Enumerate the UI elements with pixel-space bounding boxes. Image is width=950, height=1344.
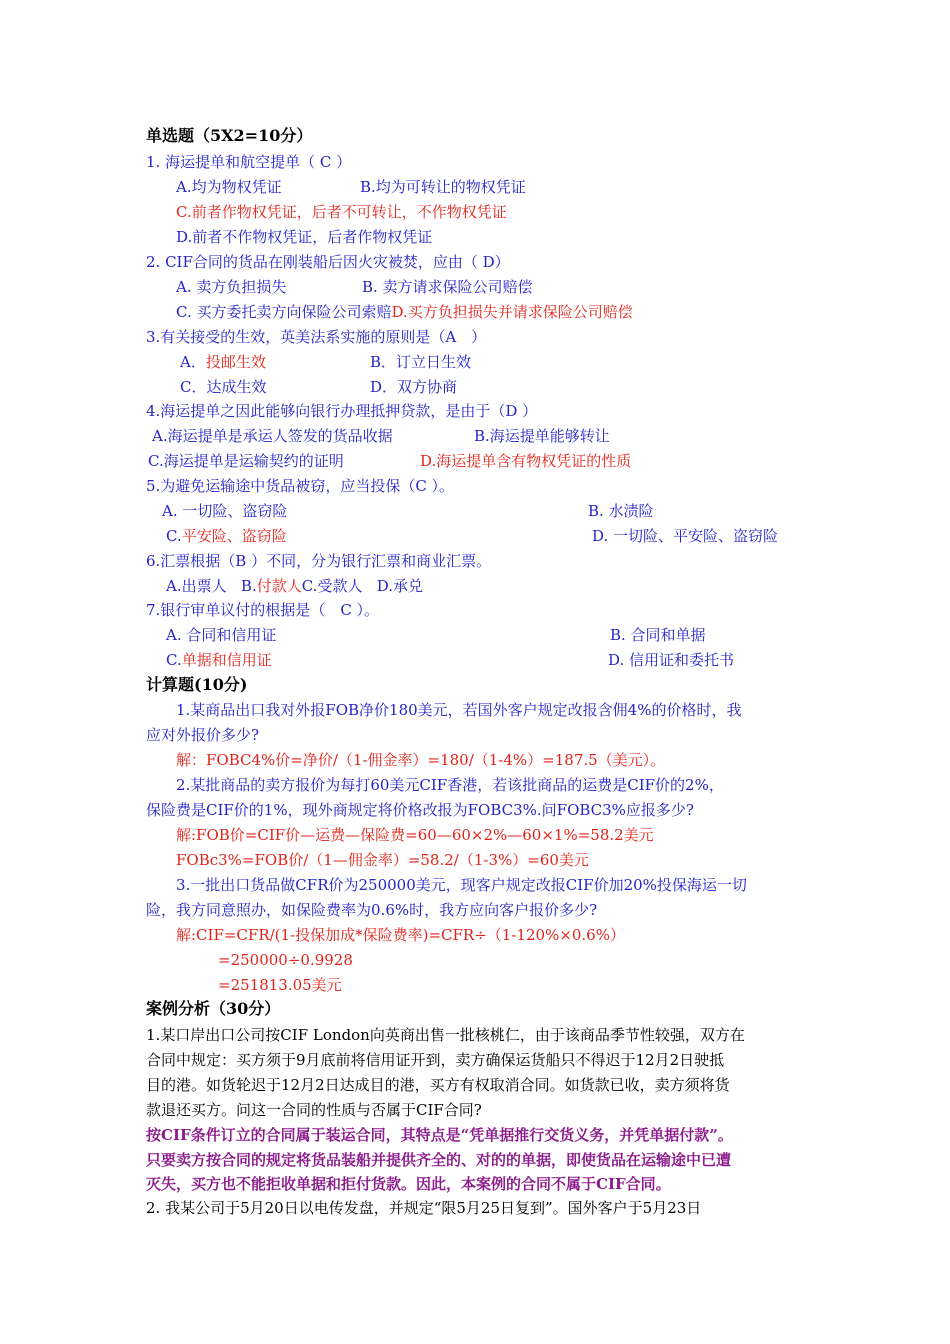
- section-title-case-analysis: 案例分析（30分）: [146, 999, 281, 1018]
- case2-line1: 2. 我某公司于5月20日以电传发盘，并规定“限5月25日复到”。国外客户于5月23日: [146, 1199, 702, 1217]
- q3-stem: 3.有关接受的生效，英美法系实施的原则是（A ）: [146, 328, 487, 346]
- q4-option-b: B.海运提单能够转让: [474, 427, 610, 445]
- q1-option-d: D.前者不作物权凭证，后者作物权凭证: [176, 228, 433, 246]
- q2-option-d: D.买方负担损失并请求保险公司赔偿: [391, 303, 633, 321]
- q6-option-c: C.受款人: [301, 577, 363, 595]
- q2-stem: 2. CIF合同的货品在刚装船后因火灾被焚，应由（ D）: [146, 253, 510, 271]
- q5-option-a: A. 一切险、盗窃险: [162, 502, 288, 520]
- calc3-answer2: =250000÷0.9928: [218, 951, 353, 969]
- q7-stem: 7.银行审单议付的根据是（ C ）。: [146, 601, 380, 619]
- q4-option-a: A.海运提单是承运人签发的货品收据: [152, 427, 393, 445]
- q2-option-c: [176, 302, 633, 322]
- calc2-answer1: 解:FOB价=CIF价—运费—保险费=60—60×2%—60×1%=58.2美元: [176, 826, 654, 844]
- q7-option-c-prefix: C.: [166, 651, 182, 669]
- q1-option-b: B.均为可转让的物权凭证: [360, 178, 526, 196]
- calc1-line2: 应对外报价多少?: [146, 726, 260, 744]
- q6-option-b-prefix: B.: [240, 577, 257, 595]
- q1-option-c: C.前者作物权凭证，后者不可转让，不作物权凭证: [176, 203, 507, 221]
- q2-option-c-text: C. 买方委托卖方向保险公司索赔: [176, 303, 392, 321]
- case1-answer-line1: 按CIF条件订立的合同属于装运合同，其特点是“凭单据推行交货义务，并凭单据付款”。: [146, 1126, 733, 1144]
- q7-option-c: [166, 650, 272, 670]
- section-title-single-choice: 单选题（5X2=10分）: [146, 126, 313, 145]
- q1-stem: 1. 海运提单和航空提单（ C ）: [146, 153, 352, 171]
- q5-option-c: [166, 526, 287, 546]
- calc2-line1: 2.某批商品的卖方报价为每打60美元CIF香港，若该批商品的运费是CIF价的2%，: [176, 776, 724, 794]
- q3-option-b: B．订立日生效: [370, 353, 472, 371]
- q7-option-a: A. 合同和信用证: [166, 626, 277, 644]
- q3-option-a: [180, 352, 266, 372]
- q5-option-c-text: 平安险、盗窃险: [181, 527, 287, 545]
- q3-option-c: C．达成生效: [180, 378, 267, 396]
- case1-answer-line3: 灭失，买方也不能拒收单据和拒付货款。因此，本案例的合同不属于CIF合同。: [146, 1175, 671, 1193]
- q7-option-b: B. 合同和单据: [610, 626, 706, 644]
- q3-option-a-text: 投邮生效: [205, 353, 266, 371]
- q5-option-c-prefix: C.: [166, 527, 182, 545]
- case1-answer-line2: 只要卖方按合同的规定将货品装船并提供齐全的、对的的单据，即使货品在运输途中已遭: [146, 1151, 732, 1169]
- q3-option-a-prefix: A．: [180, 353, 206, 371]
- case1-line4: 款退还买方。问这一合同的性质与否属于CIF合同?: [146, 1101, 482, 1119]
- q1-option-a: A.均为物权凭证: [176, 178, 282, 196]
- q5-option-d: D. 一切险、平安险、盗窃险: [592, 527, 779, 545]
- calc3-line2: 险，我方同意照办，如保险费率为0.6%时，我方应向客户报价多少?: [146, 901, 598, 919]
- q6-options: [166, 576, 423, 596]
- q7-option-c-text: 单据和信用证: [181, 651, 272, 669]
- calc3-line1: 3.一批出口货品做CFR价为250000美元，现客户规定改报CIF价加20%投保海运一切: [176, 876, 747, 894]
- q6-option-d: D.承兑: [376, 577, 424, 595]
- q5-option-b: B. 水渍险: [588, 502, 654, 520]
- calc1-line1: 1.某商品出口我对外报FOB净价180美元，若国外客户规定改报含佣4%的价格时，我: [176, 701, 742, 719]
- calc3-answer3: =251813.05美元: [218, 976, 342, 994]
- q2-option-b: B. 卖方请求保险公司赔偿: [362, 278, 533, 296]
- case1-line1: 1.某口岸出口公司按CIF London向英商出售一批核桃仁，由于该商品季节性较强，双方在: [146, 1026, 745, 1044]
- q5-stem: 5.为避免运输途中货品被窃，应当投保（C ）。: [146, 477, 455, 495]
- q6-option-a: A.出票人: [166, 577, 227, 595]
- calc2-line2: 保险费是CIF价的1%，现外商规定将价格改报为FOBC3%.问FOBC3%应报多少?: [146, 801, 694, 819]
- q6-option-b-text: 付款人: [256, 577, 302, 595]
- calc3-answer1: 解:CIF=CFR/(1-投保加成*保险费率)=CFR÷（1-120%×0.6%）: [176, 926, 625, 944]
- case1-line3: 目的港。如货轮迟于12月2日达成目的港，买方有权取消合同。如货款已收，卖方须将货: [146, 1076, 730, 1094]
- calc2-answer2: FOBc3%=FOB价/（1—佣金率）=58.2/（1-3%）=60美元: [176, 851, 589, 869]
- q4-option-d: D.海运提单含有物权凭证的性质: [420, 452, 632, 470]
- q4-stem: 4.海运提单之因此能够向银行办理抵押贷款，是由于（D ）: [146, 402, 538, 420]
- q2-option-a: A. 卖方负担损失: [176, 278, 287, 296]
- q6-stem: 6.汇票根据（B ）不同，分为银行汇票和商业汇票。: [146, 552, 492, 570]
- calc1-answer: 解：FOBC4%价=净价/（1-佣金率）=180/（1-4%）=187.5（美元）。: [176, 751, 666, 769]
- case1-line2: 合同中规定：买方须于9月底前将信用证开到，卖方确保运货船只不得迟于12月2日驶抵: [146, 1051, 725, 1069]
- q7-option-d: D. 信用证和委托书: [608, 651, 735, 669]
- q4-option-c: C.海运提单是运输契约的证明: [148, 452, 344, 470]
- section-title-calculation: 计算题(10分): [146, 675, 248, 694]
- q3-option-d: D．双方协商: [370, 378, 458, 396]
